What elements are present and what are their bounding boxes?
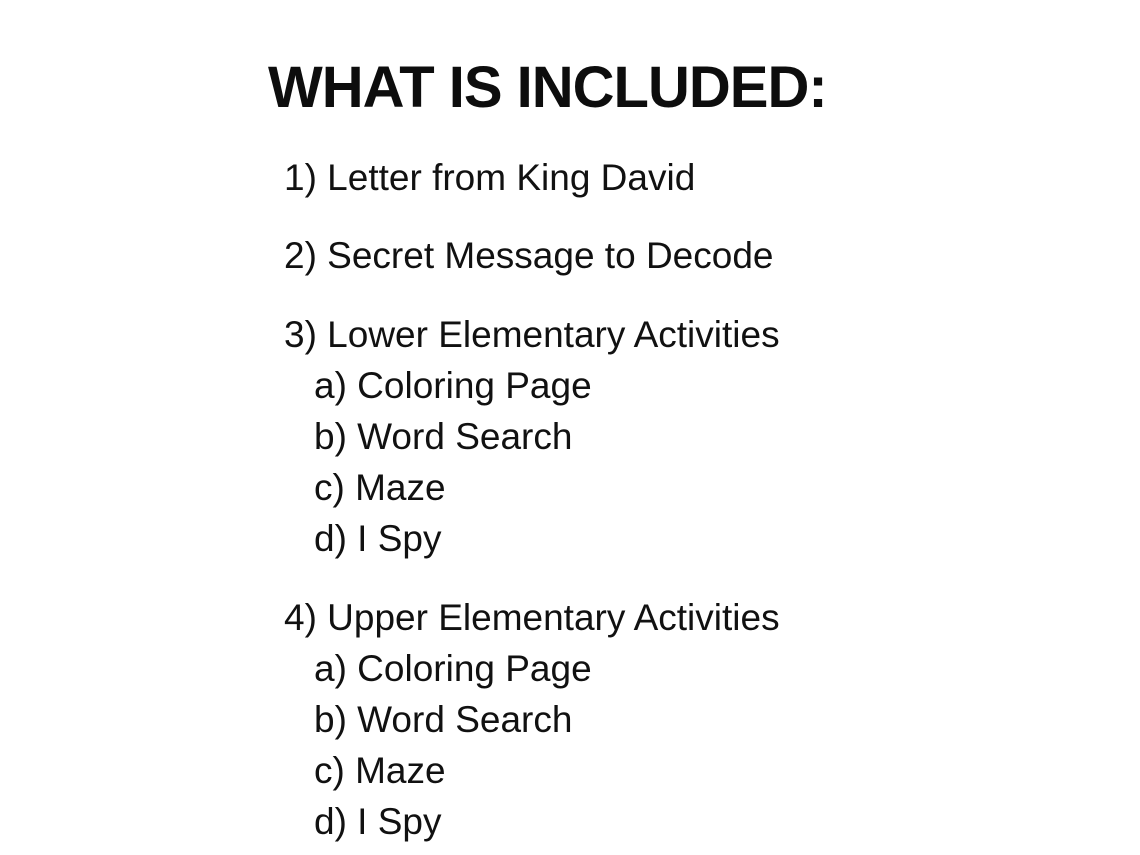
sub-item-upper-i-spy: d) I Spy: [314, 801, 442, 842]
list-item-lower-elementary: 3) Lower Elementary Activities: [284, 314, 780, 355]
sub-item-upper-word-search: b) Word Search: [314, 699, 573, 740]
sub-item-lower-word-search: b) Word Search: [314, 416, 573, 457]
list-item-upper-elementary: 4) Upper Elementary Activities: [284, 597, 780, 638]
list-item-letter: 1) Letter from King David: [284, 157, 696, 198]
sub-item-upper-coloring-page: a) Coloring Page: [314, 648, 592, 689]
sub-item-upper-maze: c) Maze: [314, 750, 446, 791]
list-item-secret-message: 2) Secret Message to Decode: [284, 235, 774, 276]
sub-item-lower-coloring-page: a) Coloring Page: [314, 365, 592, 406]
sub-item-lower-i-spy: d) I Spy: [314, 518, 442, 559]
page-title: WHAT IS INCLUDED:: [268, 55, 827, 120]
sub-item-lower-maze: c) Maze: [314, 467, 446, 508]
